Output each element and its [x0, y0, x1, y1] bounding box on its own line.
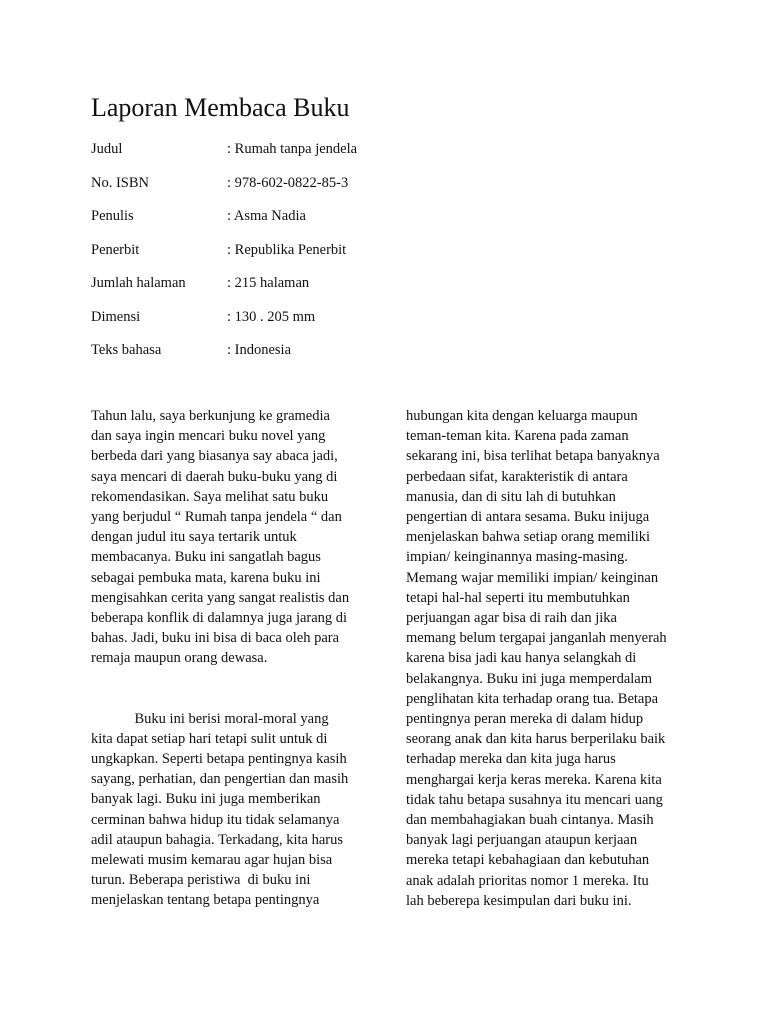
text-line: pengertian di antara sesama. Buku inijuga — [406, 509, 650, 526]
text-line: sayang, perhatian, dan pengertian dan masih — [91, 771, 349, 788]
text-line: manusia, dan di situ lah di butuhkan — [406, 488, 616, 505]
metadata-value: : 978-602-0822-85-3 — [227, 174, 349, 191]
metadata-row-isbn — [91, 173, 491, 207]
text-line: menjelaskan tentang betapa pentingnya — [91, 892, 320, 909]
text-line: dan saya ingin mencari buku novel yang — [91, 428, 326, 445]
text-line: rekomendasikan. Saya melihat satu buku — [91, 488, 329, 505]
metadata-label: Judul — [91, 141, 123, 157]
text-line: Buku ini berisi moral-moral yang — [91, 710, 329, 727]
metadata-row-jumlah-halaman — [91, 273, 491, 307]
metadata-label: Jumlah halaman — [91, 275, 186, 291]
text-line: memang belum tergapai janganlah menyerah — [406, 630, 667, 647]
text-line: penglihatan kita terhadap orang tua. Betapa — [406, 690, 659, 707]
metadata-row-teks-bahasa — [91, 340, 491, 374]
text-line: bahas. Jadi, buku ini bisa di baca oleh para — [91, 630, 340, 647]
text-line: tidak tahu betapa susahnya itu mencari uang — [406, 791, 663, 808]
text-line: teman-teman kita. Karena pada zaman — [406, 428, 629, 445]
text-line: anak adalah prioritas nomor 1 mereka. Itu — [406, 872, 649, 889]
text-line: yang berjudul “ Rumah tanpa jendela “ dan — [91, 509, 342, 526]
metadata-value: : Republika Penerbit — [227, 241, 347, 258]
metadata-label: Penulis — [91, 208, 134, 224]
paragraph-morals — [91, 709, 376, 911]
text-line: melewati musim kemarau agar hujan bisa — [91, 852, 333, 869]
text-line: Tahun lalu, saya berkunjung ke gramedia — [91, 408, 330, 424]
metadata-row-judul — [91, 139, 491, 173]
text-line: banyak lagi perjuangan ataupun kerjaan — [406, 832, 638, 849]
page-title: Laporan Membaca Buku — [91, 93, 350, 122]
metadata-row-penerbit — [91, 240, 491, 274]
metadata-value: : Asma Nadia — [227, 208, 306, 224]
text-line: menghargai kerja keras mereka. Karena kita — [406, 771, 662, 788]
paragraph-spacer — [91, 669, 376, 709]
text-line: ungkapkan. Seperti betapa pentingnya kasih — [91, 751, 347, 768]
text-line: karena bisa jadi kau hanya selangkah di — [406, 650, 637, 667]
text-line: beberapa konflik di dalamnya juga jarang di — [91, 610, 348, 627]
metadata-row-penulis — [91, 206, 491, 240]
text-line: belakangnya. Buku ini juga memperdalam — [406, 670, 653, 687]
text-line: mengisahkan cerita yang sangat realistis dan — [91, 589, 350, 606]
metadata-value: : Rumah tanpa jendela — [227, 141, 358, 157]
metadata-value: : 130 . 205 mm — [227, 308, 316, 325]
paragraph-intro — [91, 406, 376, 669]
text-line: banyak lagi. Buku ini juga memberikan — [91, 791, 321, 808]
text-line: remaja maupun orang dewasa. — [91, 650, 268, 667]
text-line: cerminan bahwa hidup itu tidak selamanya — [91, 811, 340, 828]
left-text-column — [91, 406, 376, 911]
text-line: perbedaan sifat, karakteristik di antara — [406, 468, 628, 485]
metadata-value: : Indonesia — [227, 342, 292, 358]
text-line: mereka tetapi kebahagiaan dan kebutuhan — [406, 852, 650, 869]
text-line: tetapi hal-hal seperti itu membutuhkan — [406, 589, 630, 606]
text-line: lah beberepa kesimpulan dari buku ini. — [406, 892, 632, 909]
text-line: seorang anak dan kita harus berperilaku baik — [406, 731, 666, 748]
metadata-label: Teks bahasa — [91, 342, 162, 358]
text-line: sebagai pembuka mata, karena buku ini — [91, 569, 321, 586]
text-line: hubungan kita dengan keluarga maupun — [406, 408, 638, 424]
text-line: pentingnya peran mereka di dalam hidup — [406, 711, 644, 728]
text-line: berbeda dari yang biasanya say abaca jadi, — [91, 448, 338, 465]
metadata-row-dimensi — [91, 307, 491, 341]
metadata-label: No. ISBN — [91, 174, 150, 191]
text-line: impian/ keinginannya masing-masing. — [406, 549, 628, 566]
right-text-column — [406, 406, 696, 911]
text-line: menjelaskan bahwa setiap orang memiliki — [406, 529, 651, 546]
book-metadata-table — [91, 139, 491, 374]
metadata-label: Penerbit — [91, 241, 140, 258]
text-line: membacanya. Buku ini sangatlah bagus — [91, 549, 321, 566]
text-line: perjuangan agar bisa di raih dan jika — [406, 610, 617, 627]
text-line: adil ataupun bahagia. Terkadang, kita harus — [91, 831, 343, 848]
text-line: turun. Beberapa peristiwa di buku ini — [91, 872, 311, 889]
text-line: Memang wajar memiliki impian/ keinginan — [406, 569, 659, 586]
text-line: kita dapat setiap hari tetapi sulit untuk di — [91, 730, 328, 747]
text-line: terhadap mereka dan kita juga harus — [406, 751, 616, 768]
text-line: sekarang ini, bisa terlihat betapa banyaknya — [406, 448, 660, 465]
metadata-label: Dimensi — [91, 308, 141, 325]
text-line: dengan judul itu saya tertarik untuk — [91, 529, 297, 546]
metadata-value: : 215 halaman — [227, 275, 310, 291]
text-line: saya mencari di daerah buku-buku yang di — [91, 468, 338, 485]
text-line: dan membahagiakan buah cintanya. Masih — [406, 812, 654, 829]
